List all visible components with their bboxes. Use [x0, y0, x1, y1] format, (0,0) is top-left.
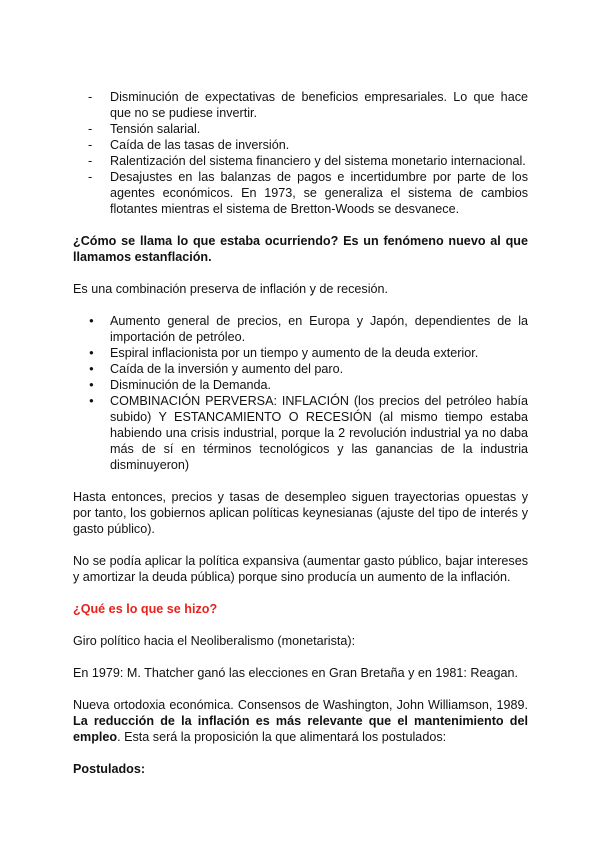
list-item: ● Aumento general de precios, en Europa y Japón, dependientes de la importación de petróleo. [88, 313, 528, 345]
list-item: - Tensión salarial. [88, 121, 528, 137]
bullet-list [88, 313, 528, 473]
list-item: - Caída de las tasas de inversión. [88, 137, 528, 153]
emphasis-text: La reducción de la inflación es más relevante que el mantenimiento del empleo [73, 714, 528, 744]
dash-list [88, 89, 528, 217]
paragraph: En 1979: M. Thatcher ganó las elecciones en Gran Bretaña y en 1981: Reagan. [73, 666, 519, 680]
list-item: - Desajustes en las balanzas de pagos e incertidumbre por parte de los agentes económicos. En 1973, se generaliza el sistema de cambios flotantes mientras el sistema de Bretton-Woods se desvanece. [88, 169, 528, 217]
paragraph: Hasta entonces, precios y tasas de desempleo siguen trayectorias opuestas y por tanto, los gobiernos aplican políticas keynesianas (ajuste del tipo de interés y gasto público). [73, 490, 528, 536]
question-heading: ¿Cómo se llama lo que estaba ocurriendo? Es un fenómeno nuevo al que llamamos estanflación. [73, 234, 528, 264]
section-heading: Postulados: [73, 762, 146, 776]
text-span: Nueva ortodoxia económica. Consensos de Washington, John Williamson, 1989. [73, 698, 528, 712]
list-item: - Ralentización del sistema financiero y del sistema monetario internacional. [88, 153, 528, 169]
paragraph: Giro político hacia el Neoliberalismo (monetarista): [73, 634, 356, 648]
question-heading-red: ¿Qué es lo que se hizo? [73, 602, 218, 616]
paragraph: No se podía aplicar la política expansiva (aumentar gasto público, bajar intereses y amortizar la deuda pública) porque sino producía un aumento de la inflación. [73, 554, 528, 584]
list-item: ● Disminución de la Demanda. [88, 377, 528, 393]
list-item: ● COMBINACIÓN PERVERSA: INFLACIÓN (los precios del petróleo había subido) Y ESTANCAMIENTO O RECESIÓN (al mismo tiempo estaba habiendo una crisis industrial, porque la 2 revolución industrial ya no daba más de sí en términos tecnológicos y las ganancias de la industria disminuyeron) [88, 393, 528, 473]
text-span: . Esta será la proposición la que alimentará los postulados: [117, 730, 447, 744]
paragraph [73, 697, 528, 745]
list-item: ● Espiral inflacionista por un tiempo y aumento de la deuda exterior. [88, 345, 528, 361]
list-item: - Disminución de expectativas de beneficios empresariales. Lo que hace que no se pudiese invertir. [88, 89, 528, 121]
list-item: ● Caída de la inversión y aumento del paro. [88, 361, 528, 377]
intro-paragraph: Es una combinación preserva de inflación y de recesión. [73, 282, 389, 296]
